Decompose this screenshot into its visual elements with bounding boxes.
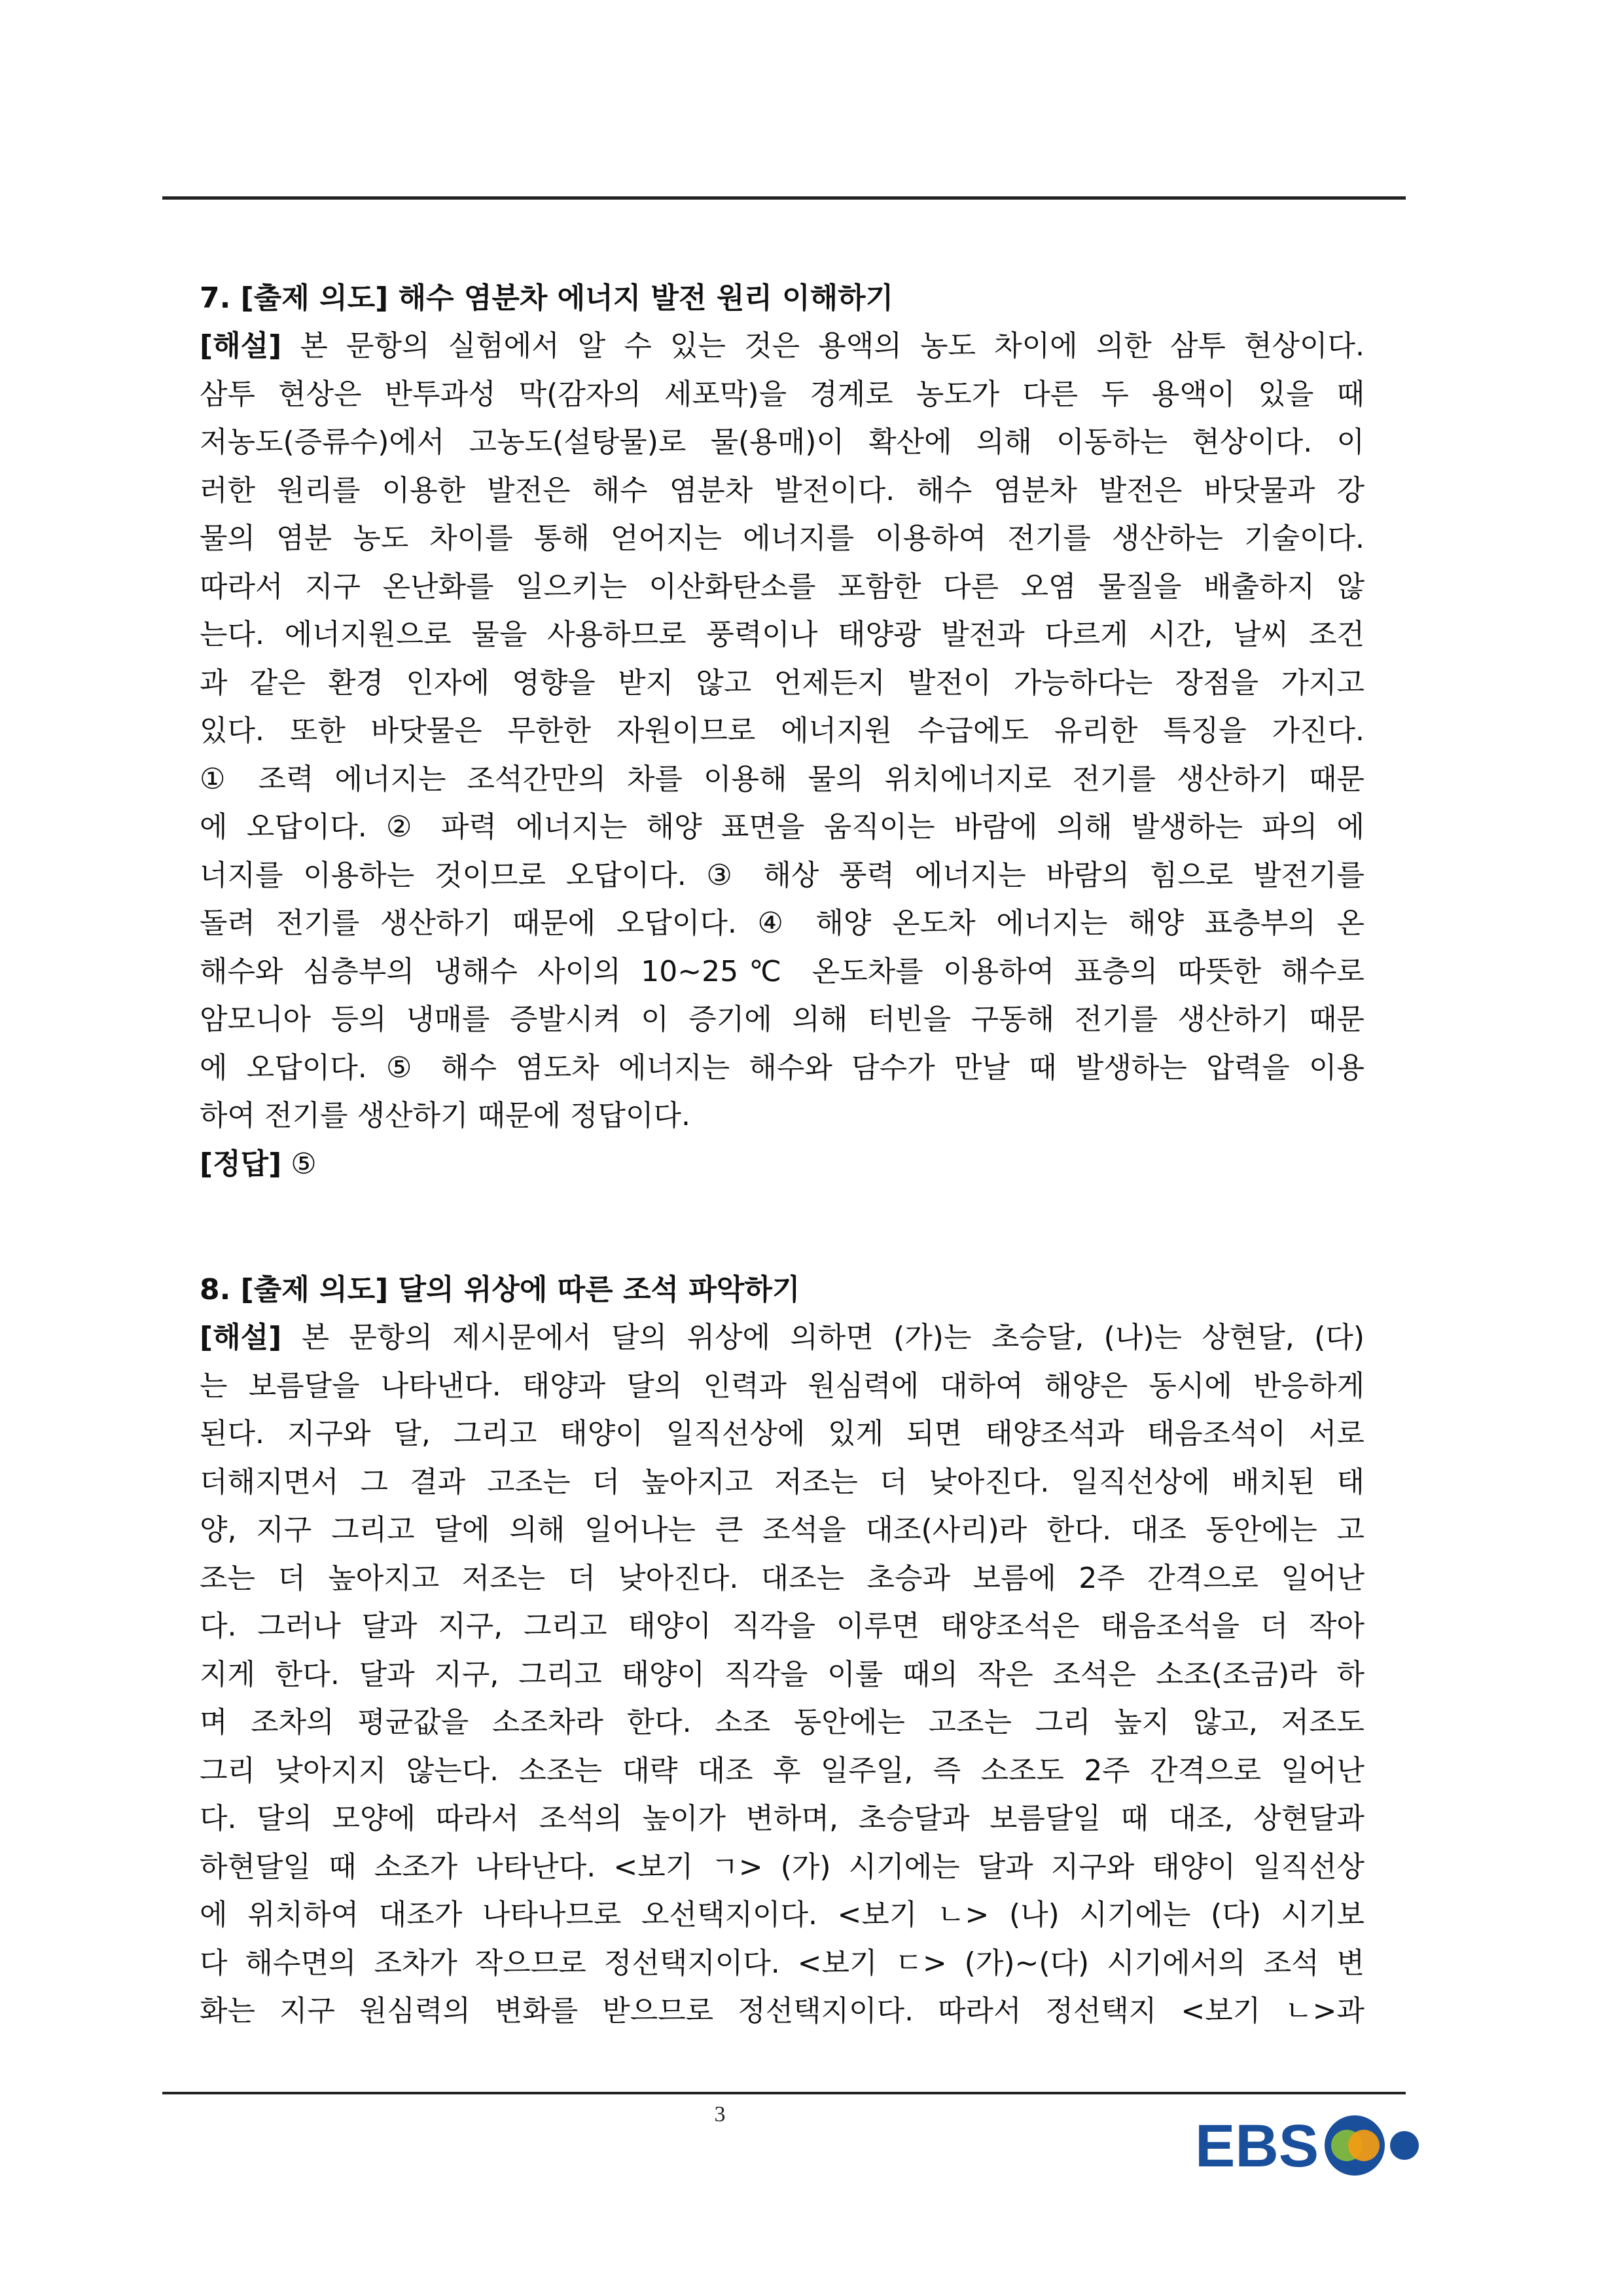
explanation-line: 며 조차의 평균값을 소조차라 한다. 소조 동안에는 고조는 그리 높지 않고, 저조도: [200, 1706, 1364, 1739]
logo-orange-dot-icon: [1348, 2130, 1380, 2161]
explanation-line: 다. 그러나 달과 지구, 그리고 태양이 직각을 이루면 태양조석은 태음조석을 더 작아: [200, 1609, 1364, 1643]
answer-section-7: [200, 275, 1364, 1188]
section-heading: 7. [출제 의도] 해수 염분차 에너지 발전 원리 이해하기: [200, 281, 894, 315]
explanation-line: 하현달일 때 소조가 나타난다. <보기 ㄱ> (가) 시기에는 달과 지구와 태양이 일직선상: [200, 1850, 1364, 1884]
explanation-line: 더해지면서 그 결과 고조는 더 높아지고 저조는 더 낮아진다. 일직선상에 배치된 태: [200, 1465, 1364, 1499]
answer-label: [정답]: [200, 1147, 282, 1181]
logo-small-dot-icon: [1390, 2131, 1419, 2160]
explanation-line: 된다. 지구와 달, 그리고 태양이 일직선상에 있게 되면 태양조석과 태음조석이 서로: [200, 1417, 1364, 1450]
explanation-line: 과 같은 환경 인자에 영향을 받지 않고 언제든지 발전이 가능하다는 장점을 가지고: [200, 666, 1364, 700]
header-rule: [162, 196, 1406, 200]
explanation-line: 다 해수면의 조차가 작으므로 정선택지이다. <보기 ㄷ> (가)~(다) 시기에서의 조석 변: [200, 1946, 1364, 1980]
explanation-line: [해설] 본 문항의 제시문에서 달의 위상에 의하면 (가)는 초승달, (나)는 상현달, (다): [200, 1321, 1364, 1354]
explanation-line: ① 조력 에너지는 조석간만의 차를 이용해 물의 위치에너지로 전기를 생산하기 때문: [200, 762, 1364, 796]
explanation-line: 저농도(증류수)에서 고농도(설탕물)로 물(용매)이 확산에 의해 이동하는 현상이다. 이: [200, 425, 1364, 459]
explanation-line: 는 보름달을 나타낸다. 태양과 달의 인력과 원심력에 대하여 해양은 동시에 반응하게: [200, 1369, 1364, 1403]
explanation-line: 하여 전기를 생산하기 때문에 정답이다.: [200, 1099, 690, 1132]
explanation-line: [해설] 본 문항의 실험에서 알 수 있는 것은 용액의 농도 차이에 의한 삼투 현상이다.: [200, 329, 1364, 363]
explanation-line: 너지를 이용하는 것이므로 오답이다. ③ 해상 풍력 에너지는 바람의 힘으로 발전기를: [200, 858, 1364, 892]
explanation-line: 양, 지구 그리고 달에 의해 일어나는 큰 조석을 대조(사리)라 한다. 대조 동안에는 고: [200, 1513, 1364, 1547]
answer-section-8: [200, 1266, 1364, 2036]
explanation-label: [해설]: [200, 329, 282, 363]
section-heading: 8. [출제 의도] 달의 위상에 따른 조석 파악하기: [200, 1273, 800, 1306]
explanation-line: 에 오답이다. ⑤ 해수 염도차 에너지는 해수와 담수가 만날 때 발생하는 압력을 이용: [200, 1050, 1364, 1085]
explanation-line: 그리 낮아지지 않는다. 소조는 대략 대조 후 일주일, 즉 소조도 2주 간격으로 일어난: [200, 1753, 1364, 1787]
footer-rule: [162, 2092, 1406, 2094]
explanation-line: 는다. 에너지원으로 물을 사용하므로 풍력이나 태양광 발전과 다르게 시간, 날씨 조건: [200, 618, 1364, 651]
explanation-label: [해설]: [200, 1321, 282, 1354]
explanation-line: 조는 더 높아지고 저조는 더 낮아진다. 대조는 초승과 보름에 2주 간격으로 일어난: [200, 1561, 1364, 1595]
explanation-line: 화는 지구 원심력의 변화를 받으므로 정선택지이다. 따라서 정선택지 <보기 ㄴ>과: [200, 1994, 1364, 2028]
explanation-line: 따라서 지구 온난화를 일으키는 이산화탄소를 포함한 다른 오염 물질을 배출하지 않: [200, 569, 1364, 603]
answer-value: ⑤: [281, 1147, 317, 1181]
explanation-line: 에 위치하여 대조가 나타나므로 오선택지이다. <보기 ㄴ> (나) 시기에는 (다) 시기보: [200, 1898, 1364, 1931]
explanation-line: 지게 한다. 달과 지구, 그리고 태양이 직각을 이룰 때의 작은 조석은 소조(조금)라 하: [200, 1657, 1364, 1691]
page-body: [200, 275, 1364, 2036]
explanation-line: 돌려 전기를 생산하기 때문에 오답이다. ④ 해양 온도차 에너지는 해양 표층부의 온: [200, 906, 1364, 940]
explanation-line: 삼투 현상은 반투과성 막(감자의 세포막)을 경계로 농도가 다른 두 용액이 있을 때: [200, 377, 1364, 411]
explanation-line: 있다. 또한 바닷물은 무한한 자원이므로 에너지원 수급에도 유리한 특징을 가진다.: [200, 714, 1364, 747]
ebs-logo: [1192, 2100, 1428, 2185]
explanation-line: 러한 원리를 이용한 발전은 해수 염분차 발전이다. 해수 염분차 발전은 바닷물과 강: [200, 473, 1364, 507]
explanation-line: 에 오답이다. ② 파력 에너지는 해양 표면을 움직이는 바람에 의해 발생하는 파의 에: [200, 810, 1364, 844]
explanation-line: 해수와 심층부의 냉해수 사이의 10~25℃ 온도차를 이용하여 표층의 따뜻한 해수로: [200, 954, 1364, 988]
explanation-line: 물의 염분 농도 차이를 통해 얻어지는 에너지를 이용하여 전기를 생산하는 기술이다.: [200, 522, 1364, 555]
answer-line: [200, 1140, 1364, 1189]
logo-text: EBS: [1195, 2113, 1319, 2179]
page-number: 3: [714, 2102, 726, 2126]
explanation-line: 다. 달의 모양에 따라서 조석의 높이가 변하며, 초승달과 보름달일 때 대조, 상현달과: [200, 1802, 1364, 1835]
explanation-line: 암모니아 등의 냉매를 증발시켜 이 증기에 의해 터빈을 구동해 전기를 생산하기 때문: [200, 1003, 1364, 1036]
